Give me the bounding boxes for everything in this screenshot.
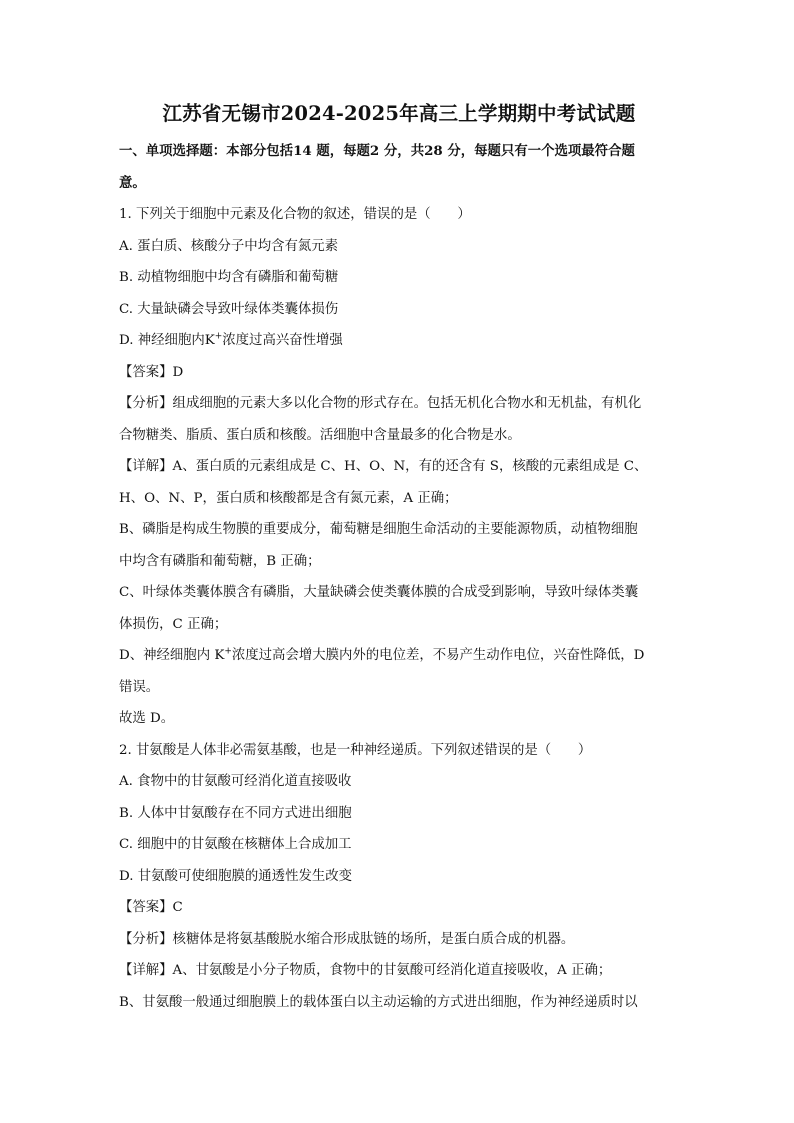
- question-2-option-a: A. 食物中的甘氨酸可经消化道直接吸收: [119, 774, 352, 789]
- question-1-detail-line: H、O、N、P，蛋白质和核酸都是含有氮元素，A 正确；: [119, 490, 458, 506]
- question-1-answer: 【答案】D: [119, 364, 184, 380]
- question-1-detail-line: 中均含有磷脂和葡萄糖，B 正确；: [119, 553, 321, 569]
- question-2-stem: 2. 甘氨酸是人体非必需氨基酸，也是一种神经递质。下列叙述错误的是（ ）: [119, 742, 592, 758]
- question-1-option-d: [119, 325, 679, 357]
- question-1-analysis-continued: 合物糖类、脂质、蛋白质和核酸。活细胞中含量最多的化合物是水。: [119, 427, 521, 443]
- question-1-detail-line: B、磷脂是构成生物膜的重要成分，葡萄糖是细胞生命活动的主要能源物质，动植物细胞: [119, 522, 638, 537]
- question-2-analysis: 【分析】核糖体是将氨基酸脱水缩合形成肽链的场所，是蛋白质合成的机器。: [119, 931, 575, 947]
- option-d-text: D. 神经细胞内K: [119, 333, 215, 348]
- option-d-text-tail: 浓度过高兴奋性增强: [222, 333, 343, 348]
- section-header: 一、单项选择题：本部分包括14 题，每题2 分，共28 分，每题只有一个选项最符合题: [119, 143, 635, 159]
- question-2-detail-line: B、甘氨酸一般通过细胞膜上的载体蛋白以主动运输的方式进出细胞，作为神经递质时以: [119, 994, 638, 1010]
- question-1-stem: 1. 下列关于细胞中元素及化合物的叙述，错误的是（ ）: [119, 207, 471, 222]
- question-2-answer: 【答案】C: [119, 900, 183, 915]
- question-1-detail-line: 体损伤，C 正确；: [119, 616, 228, 632]
- question-2-option-b: B. 人体中甘氨酸存在不同方式进出细胞: [119, 805, 352, 821]
- section-header-continued: 意。: [119, 174, 146, 191]
- question-1-detail-line: [119, 640, 679, 672]
- detail-d-text-tail: 浓度过高会增大膜内外的电位差，不易产生动作电位，兴奋性降低，D: [231, 648, 645, 663]
- detail-d-text: D、神经细胞内 K: [119, 648, 225, 663]
- page-title: 江苏省无锡市2024-2025年高三上学期期中考试试题: [162, 102, 636, 125]
- potassium-charge: +: [214, 331, 223, 342]
- question-2-detail: 【详解】A、甘氨酸是小分子物质，食物中的甘氨酸可经消化道直接吸收，A 正确；: [119, 963, 612, 978]
- question-2-option-d: D. 甘氨酸可使细胞膜的通透性发生改变: [119, 868, 353, 884]
- question-1-detail-line: 错误。: [119, 679, 160, 695]
- question-1-conclusion: 故选 D。: [119, 711, 175, 726]
- question-1-option-c: C. 大量缺磷会导致叶绿体类囊体损伤: [119, 301, 339, 317]
- question-2-option-c: C. 细胞中的甘氨酸在核糖体上合成加工: [119, 837, 352, 852]
- question-1-detail-line: C、叶绿体类囊体膜含有磷脂，大量缺磷会使类囊体膜的合成受到影响，导致叶绿体类囊: [119, 585, 639, 600]
- question-1-option-b: B. 动植物细胞中均含有磷脂和葡萄糖: [119, 270, 339, 285]
- potassium-charge: +: [224, 646, 232, 657]
- document-page: [119, 100, 679, 1018]
- question-1-detail: 【详解】A、蛋白质的元素组成是 C、H、O、N，有的还含有 S，核酸的元素组成是 C、: [119, 459, 648, 474]
- question-1-option-a: A. 蛋白质、核酸分子中均含有氮元素: [119, 238, 339, 254]
- question-1-analysis: 【分析】组成细胞的元素大多以化合物的形式存在。包括无机化合物水和无机盐，有机化: [119, 396, 642, 411]
